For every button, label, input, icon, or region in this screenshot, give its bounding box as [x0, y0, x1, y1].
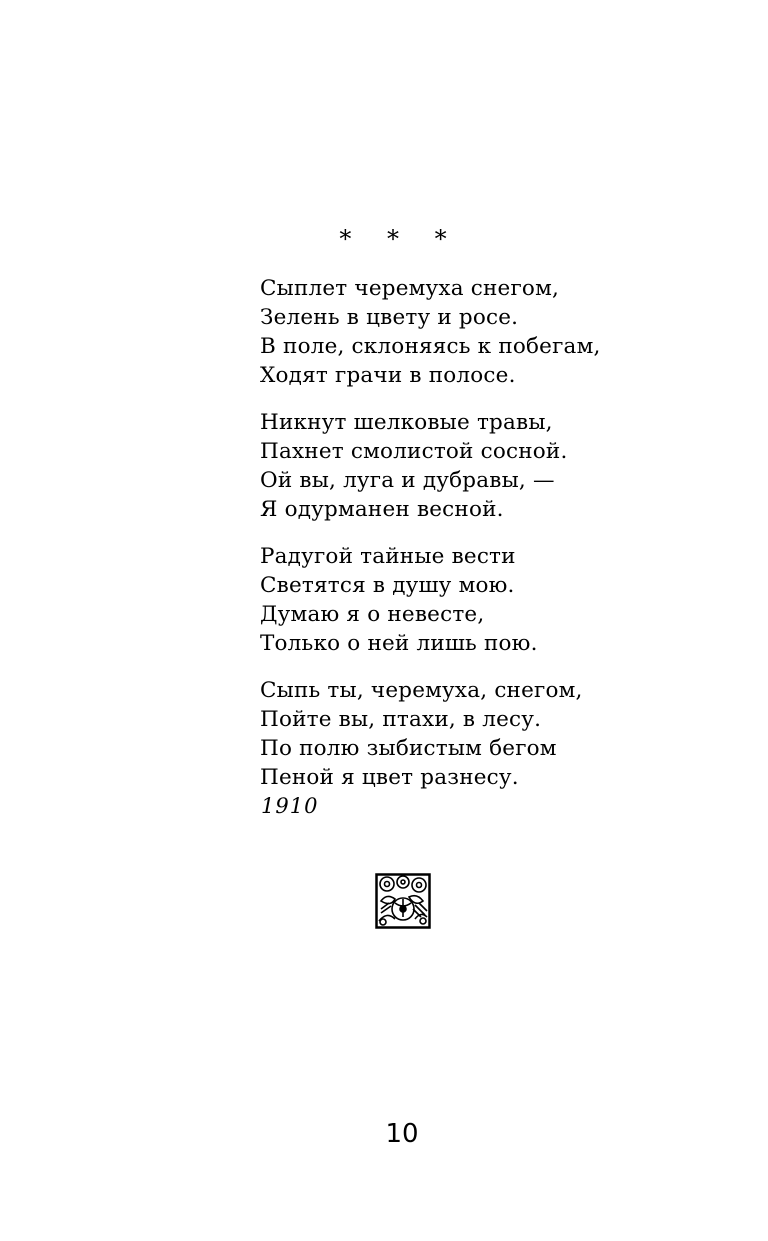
page-number: 10 [385, 1119, 419, 1149]
floral-ornament-icon [375, 873, 431, 929]
poem-line: В поле, склоняясь к побегам, [260, 334, 601, 359]
section-separator: * * * [339, 225, 461, 253]
stanza-2 [260, 408, 740, 524]
poem-line: По полю зыбистым бегом [260, 736, 557, 761]
poem-line: Пахнет смолистой сосной. [260, 439, 568, 464]
poem-line: Думаю я о невесте, [260, 602, 485, 627]
poem-line: Светятся в душу мою. [260, 573, 515, 598]
poem-line: Пеной я цвет разнесу. [260, 765, 519, 790]
poem-line: Ой вы, луга и дубравы, — [260, 468, 555, 493]
stanza-4 [260, 676, 740, 792]
poem-line: Я одурманен весной. [260, 497, 504, 522]
poem-line: Сыплет черемуха снегом, [260, 276, 560, 301]
poem-line: Сыпь ты, черемуха, снегом, [260, 678, 583, 703]
poem-line: Зелень в цвету и росе. [260, 305, 519, 330]
stanza-3 [260, 542, 740, 658]
poem-body [260, 274, 740, 810]
poem-line: Ходят грачи в полосе. [260, 363, 516, 388]
poem-year: 1910 [261, 794, 319, 818]
poem-line: Никнут шелковые травы, [260, 410, 553, 435]
poem-line: Пойте вы, птахи, в лесу. [260, 707, 542, 732]
poem-line: Радугой тайные вести [260, 544, 516, 569]
stanza-1 [260, 274, 740, 390]
poem-line: Только о ней лишь пою. [260, 631, 538, 656]
